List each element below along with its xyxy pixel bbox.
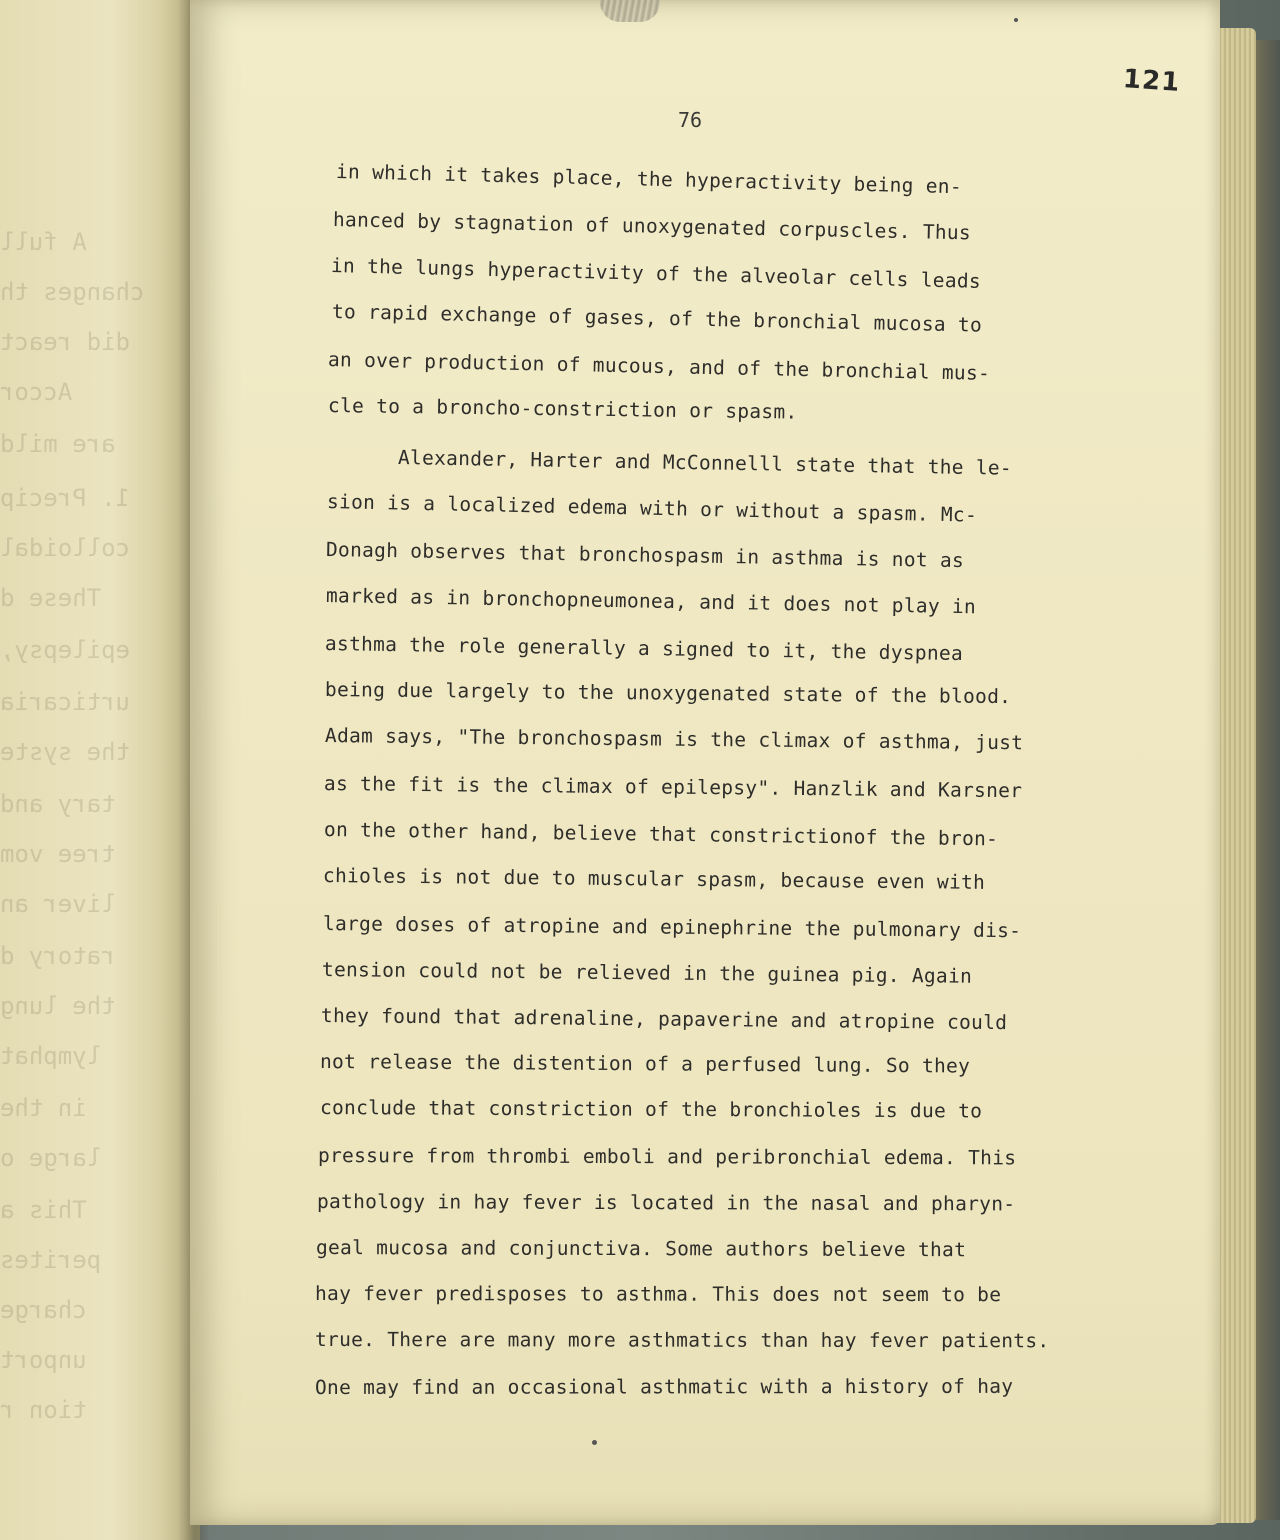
text-line: being due largely to the unoxygenated state of the blood.: [324, 678, 1012, 709]
bleed-through-text: tion r: [0, 1396, 87, 1424]
bleed-through-text: changes th: [0, 278, 145, 306]
text-line: hanced by stagnation of unoxygenated corpuscles. Thus: [332, 208, 972, 245]
handwritten-folio-number: 121: [1122, 64, 1182, 98]
bleed-through-text: Accor: [0, 378, 73, 406]
text-line: not release the distention of a perfused lung. So they: [319, 1050, 971, 1078]
bleed-through-text: the lung: [0, 992, 116, 1020]
bleed-through-text: perites: [0, 1246, 102, 1274]
text-line: true. There are many more asthmatics than hay fever patients.: [314, 1328, 1050, 1353]
text-line: as the fit is the climax of epilepsy". Hanzlik and Karsner: [323, 772, 1023, 803]
text-line: on the other hand, believe that constrictionof the bron-: [323, 818, 999, 851]
bleed-through-text: are mild: [0, 430, 116, 458]
text-line: Alexander, Harter and McConnelll state that the le-: [397, 446, 1013, 480]
text-line: large doses of atropine and epinephrine the pulmonary dis-: [322, 912, 1022, 943]
bleed-through-text: 1. Precip: [0, 484, 131, 512]
text-line: tension could not be relieved in the guinea pig. Again: [321, 958, 973, 988]
text-line: in the lungs hyperactivity of the alveolar cells leads: [330, 254, 982, 293]
bleed-through-text: large o: [0, 1144, 102, 1172]
text-line: Adam says, "The bronchospasm is the climax of asthma, just: [324, 724, 1024, 755]
text-line: geal mucosa and conjunctiva. Some authors believe that: [315, 1236, 967, 1262]
text-line: marked as in bronchopneumonea, and it does not play in: [325, 584, 977, 619]
bleed-through-text: tary and: [0, 790, 116, 818]
bleed-through-text: unport: [0, 1346, 87, 1374]
bleed-through-text: A full: [0, 228, 87, 256]
bleed-through-text: ratory d: [0, 942, 116, 970]
text-line: an over production of mucous, and of the bronchial mus-: [327, 348, 991, 385]
text-line: they found that adrenaline, papaverine and atropine could: [320, 1004, 1008, 1035]
bleed-through-text: These d: [0, 584, 102, 612]
text-line: conclude that constriction of the bronchioles is due to: [319, 1096, 983, 1123]
text-line: pressure from thrombi emboli and peribronchial edema. This: [317, 1144, 1017, 1170]
bleed-through-text: This a: [0, 1196, 87, 1224]
text-line: One may find an occasional asthmatic with a history of hay: [314, 1374, 1014, 1399]
text-line: to rapid exchange of gases, of the bronchial mucosa to: [331, 300, 983, 337]
ink-speck: [1014, 18, 1018, 22]
text-line: hay fever predisposes to asthma. This does not seem to be: [314, 1282, 1002, 1307]
bleed-through-text: charge: [0, 1296, 87, 1324]
text-line: asthma the role generally a signed to it, the dyspnea: [324, 632, 964, 666]
bleed-through-text: in the: [0, 1094, 87, 1122]
page-number: 76: [678, 108, 703, 132]
text-line: pathology in hay fever is located in the nasal and pharyn-: [316, 1190, 1016, 1216]
bleed-through-text: tree vom: [0, 840, 116, 868]
bleed-through-text: epilepsy,: [0, 636, 131, 664]
bleed-through-text: the syste: [0, 738, 131, 766]
bleed-through-text: urticaria: [0, 688, 131, 716]
bleed-through-text: lymphat: [0, 1042, 102, 1070]
bleed-through-text: colloidal: [0, 534, 131, 562]
text-line: in which it takes place, the hyperactivity being en-: [335, 160, 963, 199]
bleed-through-text: did react: [0, 328, 131, 356]
text-line: cle to a broncho-constriction or spasm.: [327, 394, 798, 424]
bleed-through-text: liver an: [0, 890, 116, 918]
ink-speck: [592, 1440, 597, 1445]
text-line: Donagh observes that bronchospasm in asthma is not as: [325, 538, 965, 573]
text-line: sion is a localized edema with or without a spasm. Mc-: [326, 490, 978, 527]
text-line: chioles is not due to muscular spasm, because even with: [322, 864, 986, 894]
